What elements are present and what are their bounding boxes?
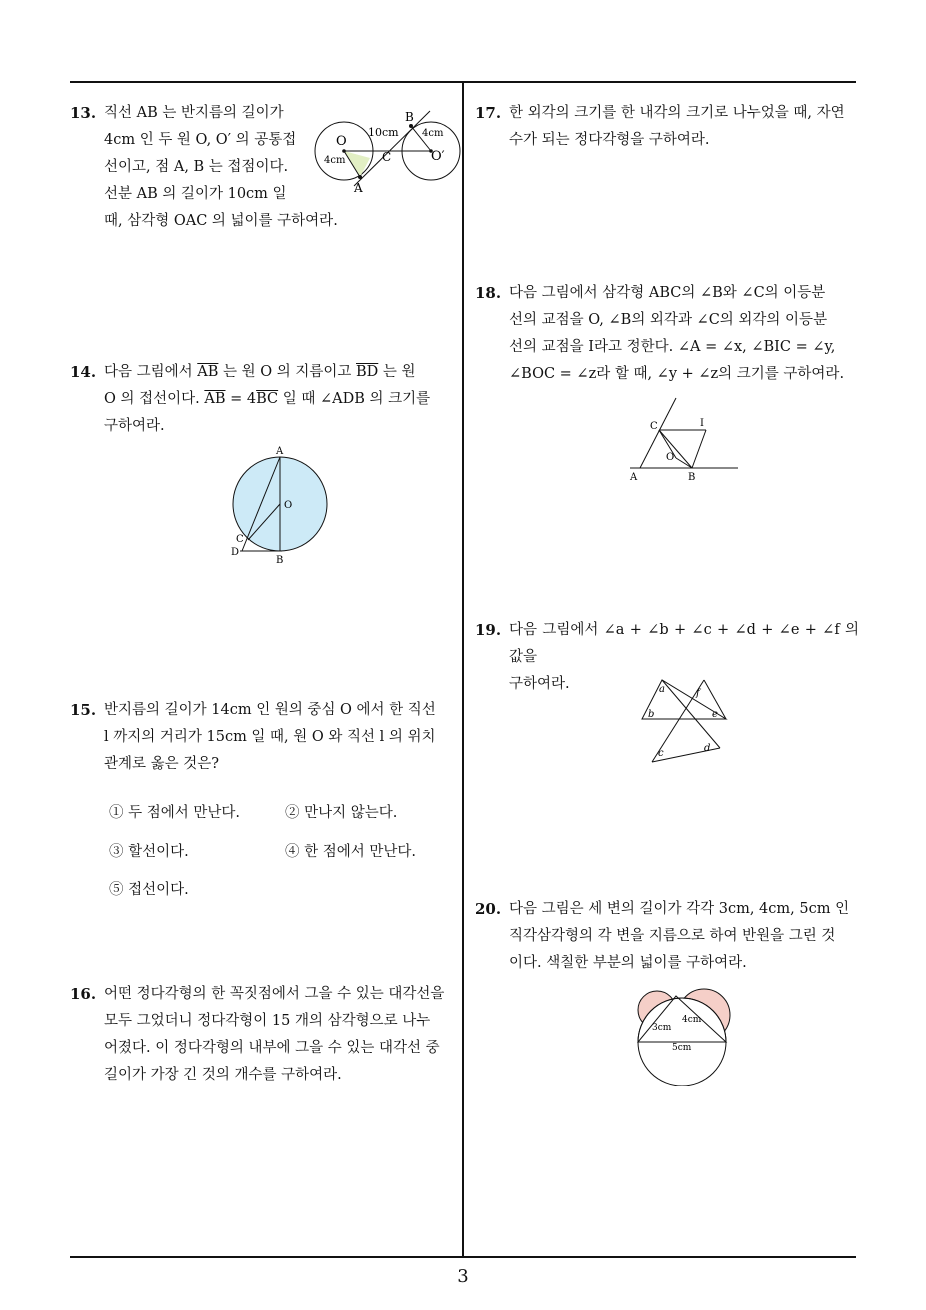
label-C: C	[236, 534, 244, 545]
question-number: 19.	[475, 621, 502, 639]
question-number: 20.	[475, 900, 502, 918]
angle-f: f	[696, 688, 700, 699]
question-text: 수가 되는 정다각형을 구하여라.	[509, 132, 710, 148]
question-number: 15.	[70, 701, 97, 719]
question-text: 는 원 O 의 지름이고	[218, 364, 356, 380]
choice-3[interactable]: ③ 할선이다.	[109, 844, 189, 860]
question-18	[475, 280, 859, 388]
question-text: 때, 삼각형 OAC 의 넓이를 구하여라.	[104, 213, 338, 229]
angle-a: a	[659, 684, 665, 695]
question-20	[475, 896, 859, 977]
choice-2[interactable]: ② 만나지 않는다.	[285, 805, 398, 821]
question-13	[70, 100, 338, 235]
question-text: 길이가 가장 긴 것의 개수를 구하여라.	[104, 1067, 342, 1083]
segment-BD: $\overline{BD}$	[356, 364, 379, 380]
question-number: 18.	[475, 284, 502, 302]
question-text: l 까지의 거리가 15cm 일 때, 원 O 와 직선 l 의 위치	[104, 729, 436, 745]
question-text: O 의 접선이다.	[104, 391, 205, 407]
question-text: 다음 그림에서 ∠a + ∠b + ∠c + ∠d + ∠e + ∠f 의 값을	[509, 622, 859, 665]
question-text: 어졌다. 이 정다각형의 내부에 그을 수 있는 대각선 중	[104, 1040, 440, 1056]
q20-figure	[632, 984, 740, 1086]
angle-c: c	[658, 748, 664, 759]
question-text: 직각삼각형의 각 변을 지름으로 하여 반원을 그린 것	[509, 928, 836, 944]
question-text: 어떤 정다각형의 한 꼭짓점에서 그을 수 있는 대각선을	[104, 986, 445, 1002]
choice-4[interactable]: ④ 한 점에서 만난다.	[285, 844, 416, 860]
question-text: 선이고, 점 A, B 는 접점이다.	[104, 159, 289, 175]
question-text: 한 외각의 크기를 한 내각의 크기로 나누었을 때, 자연	[509, 105, 845, 121]
angle-d: d	[704, 743, 711, 754]
question-17	[475, 100, 859, 154]
page-number: 3	[457, 1266, 469, 1287]
label-3cm: 3cm	[652, 1023, 672, 1033]
question-15	[70, 697, 458, 778]
label-C: C	[650, 421, 658, 432]
choice-5[interactable]: ⑤ 접선이다.	[109, 882, 189, 898]
label-A: A	[630, 472, 638, 483]
question-text: 다음 그림에서	[104, 364, 198, 380]
column-divider	[462, 82, 464, 1258]
q19-figure	[638, 676, 730, 766]
angle-e: e	[712, 709, 718, 720]
label-10cm: 10cm	[368, 126, 399, 139]
question-14	[70, 359, 458, 440]
angle-b: b	[648, 709, 655, 720]
question-text: 직선 AB 는 반지름의 길이가	[104, 105, 284, 121]
question-number: 16.	[70, 985, 97, 1003]
label-O: O	[284, 500, 293, 511]
question-text: 구하여라.	[104, 418, 165, 434]
label-4cm-left: 4cm	[324, 155, 346, 166]
label-B: B	[405, 110, 414, 124]
label-B: B	[276, 555, 284, 566]
question-text: 일 때 ∠ADB 의 크기를	[278, 391, 431, 407]
question-text: 선의 교점을 I라고 정한다. ∠A = ∠x, ∠BIC = ∠y,	[509, 339, 836, 355]
question-text: 는 원	[378, 364, 416, 380]
question-text: 모두 그었더니 정다각형이 15 개의 삼각형으로 나누	[104, 1013, 431, 1029]
question-text: 구하여라.	[509, 676, 570, 692]
label-I: I	[700, 418, 704, 429]
label-A: A	[354, 181, 363, 194]
question-text: 선의 교점을 O, ∠B의 외각과 ∠C의 외각의 이등분	[509, 312, 828, 328]
q13-figure	[312, 106, 462, 194]
choice-1[interactable]: ① 두 점에서 만난다.	[109, 805, 240, 821]
question-text: = 4	[225, 391, 257, 407]
arc-BC: $\overline{BC}$	[256, 391, 279, 407]
question-text: 이다. 색칠한 부분의 넓이를 구하여라.	[509, 955, 747, 971]
label-O-prime: O′	[431, 149, 445, 164]
question-text: 관계로 옳은 것은?	[104, 756, 220, 772]
label-4cm: 4cm	[682, 1015, 702, 1025]
label-A: A	[276, 446, 284, 457]
question-number: 13.	[70, 104, 97, 122]
question-16	[70, 981, 458, 1089]
label-O: O	[336, 134, 347, 149]
label-4cm-right: 4cm	[422, 128, 444, 139]
q14-figure	[222, 442, 340, 570]
arc-AB: $\overline{AB}$	[204, 391, 226, 407]
question-text: 다음 그림에서 삼각형 ABC의 ∠B와 ∠C의 이등분	[509, 285, 826, 301]
label-B: B	[688, 472, 696, 483]
label-5cm: 5cm	[672, 1043, 692, 1053]
question-text: ∠BOC = ∠z라 할 때, ∠y + ∠z의 크기를 구하여라.	[509, 366, 845, 382]
label-D: D	[231, 547, 240, 558]
segment-AB: $\overline{AB}$	[197, 364, 219, 380]
question-text: 다음 그림은 세 변의 길이가 각각 3cm, 4cm, 5cm 인	[509, 901, 850, 917]
question-text: 선분 AB 의 길이가 10cm 일	[104, 186, 287, 202]
label-C: C	[382, 150, 392, 164]
question-number: 14.	[70, 363, 97, 381]
question-text: 4cm 인 두 원 O, O′ 의 공통접	[104, 132, 297, 148]
label-O: O	[666, 452, 675, 463]
question-text: 반지름의 길이가 14cm 인 원의 중심 O 에서 한 직선	[104, 702, 436, 718]
question-number: 17.	[475, 104, 502, 122]
q18-figure	[626, 396, 742, 486]
